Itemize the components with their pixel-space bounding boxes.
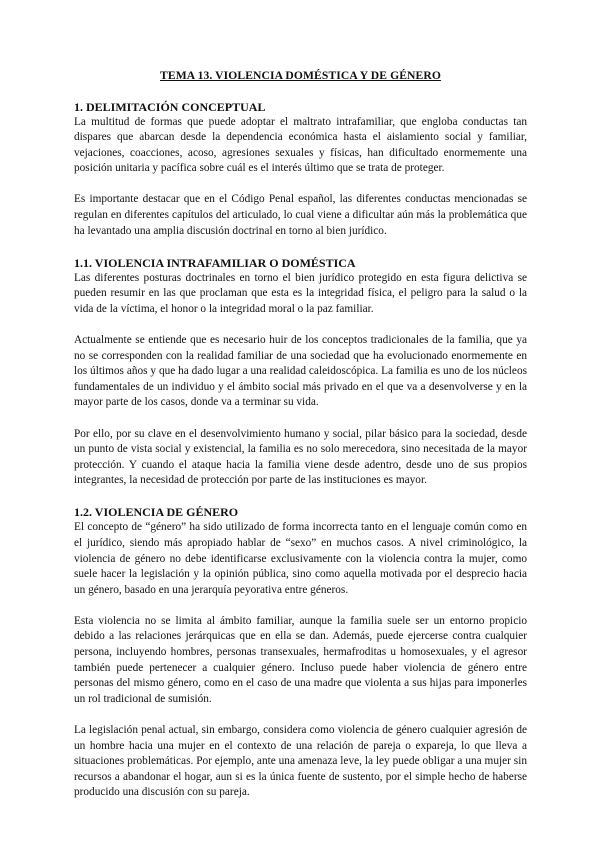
document-title: TEMA 13. VIOLENCIA DOMÉSTICA Y DE GÉNERO <box>160 69 441 82</box>
section-violencia-genero <box>74 504 527 801</box>
section-delimitacion <box>74 99 527 240</box>
section-heading: 1. DELIMITACIÓN CONCEPTUAL <box>74 99 266 114</box>
paragraph: Las diferentes posturas doctrinales en torno el bien jurídico protegido en esta figura delictiva se pueden resumir en las que proclaman que esta es la integridad física, el peligro para la salud o la vida de la víctima, el honor o la integridad moral o la paz familiar. <box>74 271 527 315</box>
paragraph: El concepto de “género” ha sido utilizado de forma incorrecta tanto en el lenguaje común como en el jurídico, siendo más apropiado hablar de “sexo” en muchos casos. A nivel criminológico, la violencia de género no debe identificarse exclusivamente con la violencia contra la mujer, como suele hacer la legislación y la opinión pública, sino como aquella motivada por el desprecio hacia un género, basado en una jerarquía peyorativa entre géneros. <box>74 521 527 596</box>
section-violencia-intrafamiliar <box>74 255 527 489</box>
paragraph: Actualmente se entiende que es necesario huir de los conceptos tradicionales de la familia, que ya no se corresponden con la realidad familiar de una sociedad que ha evolucionado enormemente en los últimos años y que ha dado lugar a una realidad caleidoscópica. La familia es uno de los núcleos fundamentales de un individuo y el ámbito social más privado en el que va a desenvolverse y en la mayor parte de los casos, donde va a terminar su vida. <box>74 334 527 409</box>
paragraph: La legislación penal actual, sin embargo, considera como violencia de género cualquier agresión de un hombre hacia una mujer en el contexto de una relación de pareja o expareja, lo que lleva a situaciones problemáticas. Por ejemplo, ante una amenaza leve, la ley puede obligar a una mujer sin recursos a abandonar el hogar, aun si es la única fuente de sustento, por el simple hecho de haberse producido una discusión con su pareja. <box>74 723 527 799</box>
paragraph: Por ello, por su clave en el desenvolvimiento humano y social, pilar básico para la sociedad, desde un punto de vista social y existencial, la familia es no solo merecedora, sino necesitada de la mayor protección. Y cuando el ataque hacia la familia viene desde adentro, desde uno de sus propios integrantes, la necesidad de protección por parte de las instituciones es mayor. <box>74 427 527 487</box>
paragraph: La multitud de formas que puede adoptar el maltrato intrafamiliar, que engloba conductas tan dispares que abarcan desde la dependencia económica hasta el aislamiento social y familiar, vejaciones, coacciones, acoso, agresiones sexuales y físicas, han dificultado enormemente una posición unitaria y pacífica sobre cuál es el interés último que se trata de proteger. <box>74 115 527 175</box>
paragraph: Es importante destacar que en el Código Penal español, las diferentes conductas mencionadas se regulan en diferentes capítulos del articulado, lo cual viene a dificultar aún más la problemática que ha levantado una amplia discusión doctrinal en torno al bien jurídico. <box>74 193 527 237</box>
section-heading: 1.2. VIOLENCIA DE GÉNERO <box>74 505 239 520</box>
paragraph: Esta violencia no se limita al ámbito familiar, aunque la familia suele ser un entorno propicio debido a las relaciones jerárquicas que en ella se dan. Además, puede ejercerse contra cualquier persona, incluyendo hombres, personas transexuales, hermafroditas u homosexuales, y el agresor también puede pertenecer a cualquier género. Incluso puede haber violencia de género entre personas del mismo género, como en el caso de una madre que violenta a sus hijas para imponerles un rol tradicional de sumisión. <box>74 614 527 705</box>
section-heading: 1.1. VIOLENCIA INTRAFAMILIAR O DOMÉSTICA <box>74 255 356 270</box>
